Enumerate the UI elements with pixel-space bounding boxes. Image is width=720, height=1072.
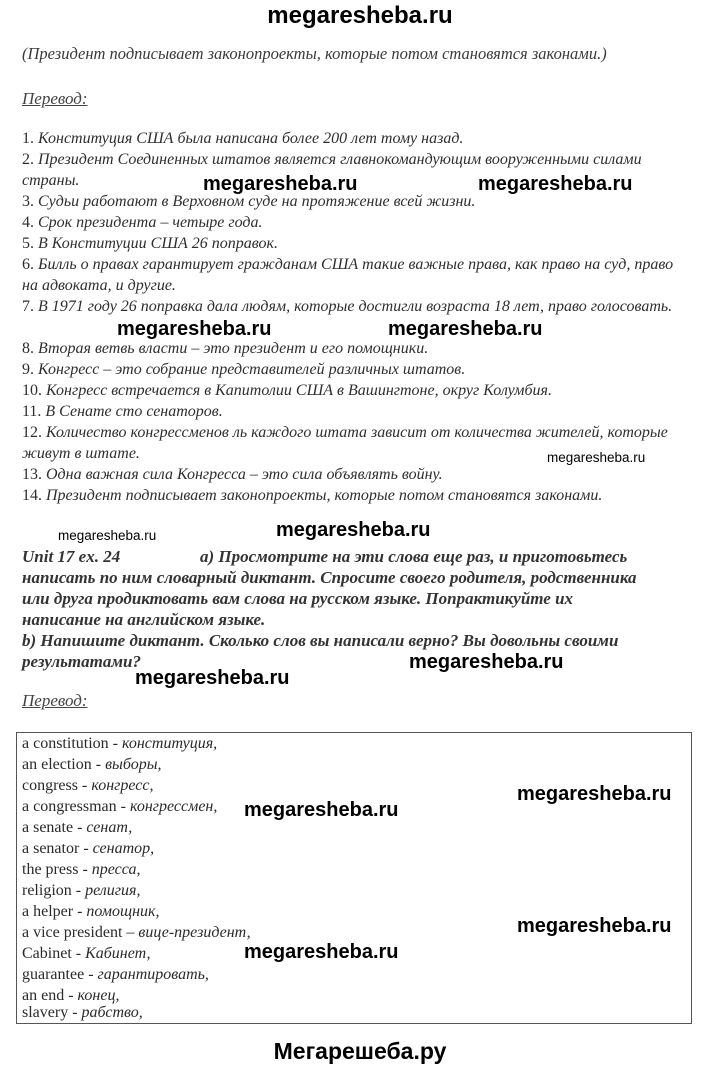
list-item: 10. Конгресс встречается в Капитолии США в Вашингтоне, округ Колумбия. (22, 382, 552, 399)
vocab-row: a constitution - конституция, (22, 735, 218, 752)
vocab-row: an end - конец, (22, 987, 120, 1004)
watermark: megaresheba.ru (478, 173, 633, 195)
watermark: megaresheba.ru (409, 651, 564, 673)
list-item: 2. Президент Соединенных штатов является главнокомандующим вооруженными силами страны. (22, 151, 642, 189)
watermark: megaresheba.ru (135, 667, 290, 689)
vocab-row: a vice president – вице-президент, (22, 924, 251, 941)
top-note: (Президент подписывает законопроекты, которые потом становятся законами.) (22, 44, 607, 63)
vocab-row: religion - религия, (22, 882, 141, 899)
vocab-row: Cabinet - Кабинет, (22, 945, 151, 962)
vocab-row: a congressman - конгрессмен, (22, 798, 218, 815)
site-header: megaresheba.ru (267, 2, 453, 29)
watermark: megaresheba.ru (517, 915, 672, 937)
exercise-line: написание на английском языке. (22, 610, 266, 629)
watermark: megaresheba.ru (117, 318, 272, 340)
watermark-small: megaresheba.ru (58, 528, 157, 543)
translation-heading-2: Перевод: (22, 691, 88, 710)
list-item: 14. Президент подписывает законопроекты, которые потом становятся законами. (22, 487, 603, 504)
exercise-task-a: a) Просмотрите на эти слова еще раз, и приготовьтесь (200, 547, 628, 566)
list-item: 1. Конституция США была написана более 200 лет тому назад. (22, 130, 464, 147)
list-item: 3. Судьи работают в Верховном суде на протяжение всей жизни. (22, 193, 476, 210)
watermark: megaresheba.ru (276, 519, 431, 541)
list-item: 8. Вторая ветвь власти – это президент и его помощники. (22, 340, 429, 357)
vocabulary-box (16, 732, 692, 1024)
list-item: 11. В Сенате сто сенаторов. (22, 403, 223, 420)
site-footer: Мегарешеба.ру (273, 1038, 447, 1064)
list-item: 4. Срок президента – четыре года. (22, 214, 263, 231)
vocab-row: the press - пресса, (22, 861, 141, 878)
vocab-row: a senate - сенат, (22, 819, 133, 836)
vocab-row: a helper - помощник, (22, 903, 160, 920)
watermark: megaresheba.ru (244, 799, 399, 821)
vocab-row: guarantee - гарантировать, (22, 966, 209, 983)
exercise-line: или друга продиктовать вам слова на русском языке. Попрактикуйте их (22, 589, 574, 608)
list-item: 13. Одна важная сила Конгресса – это сила объявлять войну. (22, 466, 443, 483)
vocab-row: slavery - рабство, (22, 1004, 143, 1021)
watermark: megaresheba.ru (517, 783, 672, 805)
watermark: megaresheba.ru (203, 173, 358, 195)
list-item: 7. В 1971 году 26 поправка дала людям, которые достигли возраста 18 лет, право голосовать. (22, 298, 673, 315)
exercise-line: результатами? (22, 652, 141, 671)
list-item: 5. В Конституции США 26 поправок. (22, 235, 278, 252)
exercise-line: написать по ним словарный диктант. Спросите своего родителя, родственника (22, 568, 637, 587)
list-item: 6. Билль о правах гарантирует гражданам США такие важные права, как право на суд, право на адвоката, и другие. (22, 256, 674, 294)
list-item: 9. Конгресс – это собрание представителей различных штатов. (22, 361, 466, 378)
vocab-row: an election - выборы, (22, 756, 162, 773)
watermark-small: megaresheba.ru (547, 450, 646, 465)
exercise-task-b: b) Напишите диктант. Сколько слов вы написали верно? Вы довольны своими (22, 631, 619, 650)
vocab-row: congress - конгресс, (22, 777, 154, 794)
translation-heading: Перевод: (22, 89, 88, 108)
watermark: megaresheba.ru (388, 318, 543, 340)
vocab-row: a senator - сенатор, (22, 840, 155, 857)
exercise-unit: Unit 17 ex. 24 (22, 547, 121, 566)
list-item: 12. Количество конгрессменов ль каждого штата зависит от количества жителей, которые живут в штате. (22, 424, 668, 462)
watermark: megaresheba.ru (244, 941, 399, 963)
